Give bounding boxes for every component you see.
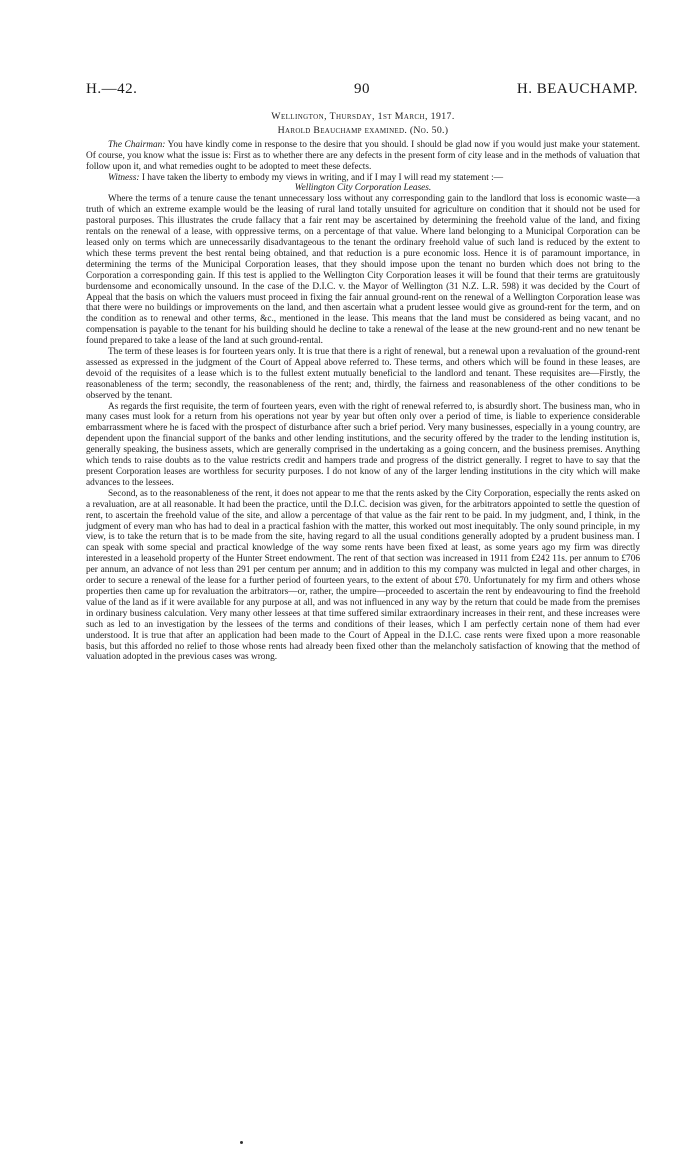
page-header xyxy=(86,81,638,103)
body-paragraph: As regards the first requisite, the term of fourteen years, even with the right of renewal referred to, is absurdly short. The business man, who in many cases must look for a return from his operations not year by year but often only over a period of time, is liable to experience considerable embarrassment where he is faced with the prospect of disturbance after such a brief period. Very many businesses, especially in a young country, are dependent upon the financial support of the banks and other lending institutions, and the security offered by the trader to the lending institution is, generally speaking, the business assets, which are generally comprised in the undertaking as a going concern, and the business premises. Anything which tends to raise doubts as to the value restricts credit and hampers trade and progress of the district generally. I regret to have to say that the present Corporation leases are worthless for security purposes. I do not know of any of the larger lending institutions in the city which will make advances to the lessees. xyxy=(86,401,640,488)
page-number: 90 xyxy=(354,81,370,97)
section-subheading: Wellington City Corporation Leases. xyxy=(294,183,432,194)
chairman-speaker: The Chairman: xyxy=(108,139,166,150)
witness-paragraph xyxy=(86,173,640,184)
body-paragraph: Where the terms of a tenure cause the tenant unnecessary loss without any corresponding gain to the landlord that loss is economic waste—a truth of which an extreme example would be the leasing of rural land totally unsuited for agriculture on condition that it should not be used for pastoral purposes. This illustrates the crude fallacy that a fair rent may be ascertained by determining the freehold value of the land, and fixing rentals on the renewal of a lease, with oppressive terms, on a percentage of that value. Where land belonging to a Municipal Corporation can be leased only on terms which are unnecessarily disadvantageous to the tenant the ordinary freehold value of such land is reduced by the extent to which these terms prevent the best rental being obtained, and that reduction is a pure economic loss. Hence it is of paramount importance, in determining the terms of the Municipal Corporation leases, that they should impose upon the tenant no burden which does not bring to the Corporation a corresponding gain. If this test is applied to the Wellington City Corporation leases it will be found that their terms are gratuitously burdensome and economically unsound. In the case of the D.I.C. v. the Mayor of Wellington (31 N.Z. L.R. 598) it was decided by the Court of Appeal that the basis on which the valuers must proceed in fixing the fair annual ground-rent on the renewal of a Wellington Corporation lease was that there were no buildings or improvements on the land, and then ascertain what a prudent lessee would give as ground-rent for the term, and on the condition as to renewal and other terms, &c., mentioned in the lease. This means that the land must be considered as being vacant, and no compensation is payable to the tenant for his building should he decline to take a renewal of the lease at the new ground-rent and no new tenant be found prepared to take a lease of the land at such ground-rental. xyxy=(86,194,640,347)
dateline: Wellington, Thursday, 1st March, 1917. xyxy=(271,111,455,122)
examined-line: Harold Beauchamp examined. (No. 50.) xyxy=(277,124,449,136)
parliamentary-paper-ref: H.—42. xyxy=(86,81,138,97)
chairman-text: You have kindly come in response to the desire that you should. I should be glad now if you would just make your statement. Of course, you know what the issue is: First as to whether there are any defects in the present form of city lease and in the methods of valuation that follow upon it, and what remedies ought to be adopted to meet these defects. xyxy=(86,139,641,172)
chairman-paragraph xyxy=(86,140,640,173)
witness-running-head: H. BEAUCHAMP. xyxy=(516,81,638,97)
witness-speaker: Witness: xyxy=(108,172,140,183)
page-body xyxy=(86,112,640,663)
ink-speck xyxy=(240,1141,243,1144)
witness-text: I have taken the liberty to embody my views in writing, and if I may I will read my statement :— xyxy=(141,172,504,183)
body-paragraph: Second, as to the reasonableness of the rent, it does not appear to me that the rents asked by the City Corporation, especially the rents asked on a revaluation, are at all reasonable. It had been the practice, until the D.I.C. decision was given, for the arbitrators appointed to settle the question of rent, to ascertain the freehold value of the site, and allow a percentage of that value as the fair rent to be paid. In my judgment, and, I think, in the judgment of every man who has had to deal in a practical fashion with the matter, this worked out most inequitably. The only sound principle, in my view, is to take the return that is to be made from the site, having regard to all the usual conditions generally adopted by a prudent business man. I can speak with some special and practical knowledge of the way some rents have been fixed at least, as some years ago my firm was directly interested in a leasehold property of the Hunter Street endowment. The rent of that section was increased in 1911 from £242 11s. per annum to £706 per annum, an advance of not less than 291 per centum per annum; and in addition to this my company was mulcted in legal and other charges, in order to secure a renewal of the lease for a further period of fourteen years, to the extent of about £70. Unfortunately for my firm and others whose properties then came up for revaluation the arbitrators—or, rather, the umpire—proceeded to ascertain the rent by endeavouring to find the freehold value of the land as if it were available for any purpose at all, and was not influenced in any way by the return that could be made from the premises in ordinary business calculation. Very many other lessees at that time suffered similar extraordinary increases in their rent, and these increases were such as led to an investigation by the lessees of the terms and conditions of their leases, which I am perfectly certain none of them had ever understood. It is true that after an application had been made to the Court of Appeal in the D.I.C. case rents were fixed upon a more reasonable basis, but this afforded no relief to those whose rents had already been fixed other than the melancholy satisfaction of knowing that the method of valuation adopted in the previous cases was wrong. xyxy=(86,488,640,663)
body-paragraph: The term of these leases is for fourteen years only. It is true that there is a right of renewal, but a renewal upon a revaluation of the ground-rent assessed as expressed in the judgment of the Court of Appeal above referred to. These terms, and others which will be found in these leases, are devoid of the requisites of a lease which is to the fullest extent mutually beneficial to the landlord and tenant. These requisites are—Firstly, the reasonableness of the term; secondly, the reasonableness of the rent; and, thirdly, the fairness and reasonableness of the other conditions to be observed by the tenant. xyxy=(86,347,640,401)
